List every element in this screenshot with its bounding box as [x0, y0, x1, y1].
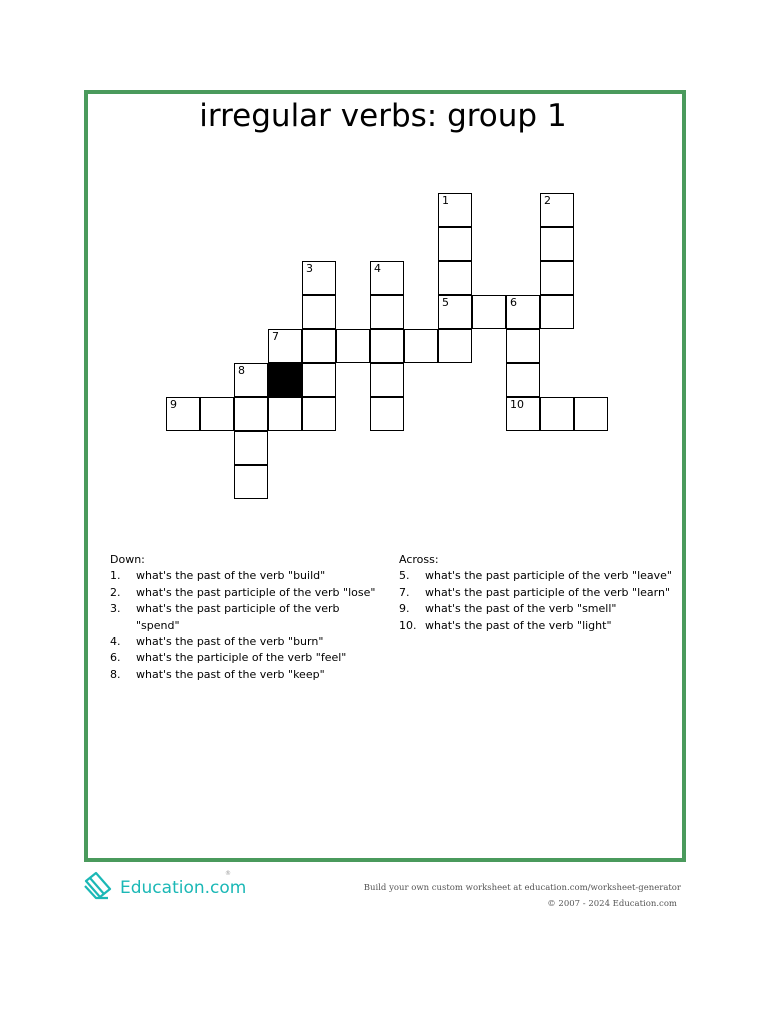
crossword-cell[interactable]	[302, 329, 336, 363]
crossword-cell[interactable]	[540, 261, 574, 295]
crossword-cell[interactable]	[370, 363, 404, 397]
across-heading: Across:	[399, 553, 439, 566]
brand-name: Education.com	[120, 878, 247, 898]
clue-item	[399, 601, 679, 617]
clue-item-number: 7.	[399, 585, 410, 599]
clue-item-number: 4.	[110, 635, 121, 649]
clue-item-number: 1.	[110, 569, 121, 583]
clue-item-number: 6.	[110, 651, 121, 665]
clue-item-number: 3.	[110, 602, 121, 616]
clue-item	[110, 585, 380, 601]
clue-item	[399, 585, 679, 601]
crossword-cell[interactable]	[200, 397, 234, 431]
crossword-cell[interactable]	[438, 329, 472, 363]
crossword-cell[interactable]	[438, 193, 472, 227]
clue-item	[110, 667, 380, 683]
across-clues	[399, 552, 679, 634]
clue-item-text: what's the participle of the verb "feel"	[136, 651, 347, 665]
clue-number: 1	[442, 194, 449, 207]
crossword-cell[interactable]	[302, 397, 336, 431]
crossword-cell[interactable]	[370, 397, 404, 431]
crossword-cell[interactable]	[302, 363, 336, 397]
clue-item	[110, 634, 380, 650]
crossword-cell[interactable]	[438, 261, 472, 295]
education-logo[interactable]	[82, 870, 246, 906]
build-worksheet-link[interactable]: Build your own custom worksheet at education.com/worksheet-generator	[363, 883, 681, 893]
crossword-cell[interactable]	[472, 295, 506, 329]
clue-number: 6	[510, 296, 517, 309]
copyright-text: © 2007 - 2024 Education.com	[547, 899, 677, 909]
clue-number: 4	[374, 262, 381, 275]
crossword-cell[interactable]	[370, 329, 404, 363]
crossword-cell[interactable]	[302, 261, 336, 295]
crossword-cell[interactable]	[506, 295, 540, 329]
crossword-cell[interactable]	[438, 227, 472, 261]
crossword-cell[interactable]	[234, 431, 268, 465]
crossword-cell[interactable]	[404, 329, 438, 363]
crossword-cell[interactable]	[438, 295, 472, 329]
pencil-stack-icon	[82, 869, 116, 907]
crossword-cell[interactable]	[540, 295, 574, 329]
clue-item-number: 8.	[110, 667, 121, 681]
crossword-black-cell	[268, 363, 302, 397]
clue-item-number: 5.	[399, 569, 410, 583]
clue-number: 2	[544, 194, 551, 207]
crossword-cell[interactable]	[336, 329, 370, 363]
crossword-cell[interactable]	[302, 295, 336, 329]
clue-number: 3	[306, 262, 313, 275]
crossword-cell[interactable]	[506, 329, 540, 363]
crossword-cell[interactable]	[268, 329, 302, 363]
crossword-cell[interactable]	[166, 397, 200, 431]
clue-item	[399, 618, 679, 634]
clue-item-text: what's the past of the verb "burn"	[136, 635, 324, 649]
clue-number: 7	[272, 330, 279, 343]
worksheet-title: irregular verbs: group 1	[199, 98, 567, 134]
clue-item	[399, 568, 679, 584]
down-clue-list	[110, 568, 380, 683]
clue-item-text: what's the past participle of the verb "lose"	[136, 585, 376, 599]
crossword-cell[interactable]	[574, 397, 608, 431]
clue-item	[110, 568, 380, 584]
crossword-cell[interactable]	[234, 465, 268, 499]
crossword-cell[interactable]	[234, 363, 268, 397]
clue-item-text: what's the past participle of the verb "spend"	[136, 602, 340, 632]
registered-mark: ®	[225, 870, 231, 877]
down-clues	[110, 552, 380, 683]
crossword-cell[interactable]	[540, 397, 574, 431]
clue-item-text: what's the past participle of the verb "learn"	[425, 585, 671, 599]
clue-item-number: 9.	[399, 602, 410, 616]
clue-item	[110, 601, 380, 634]
clue-item-number: 2.	[110, 585, 121, 599]
crossword-cell[interactable]	[370, 295, 404, 329]
clue-item-text: what's the past of the verb "build"	[136, 569, 326, 583]
clue-item	[110, 650, 380, 666]
crossword-cell[interactable]	[370, 261, 404, 295]
crossword-cell[interactable]	[506, 397, 540, 431]
clue-number: 9	[170, 398, 177, 411]
crossword-cell[interactable]	[234, 397, 268, 431]
clue-number: 8	[238, 364, 245, 377]
clue-number: 5	[442, 296, 449, 309]
clue-item-text: what's the past participle of the verb "leave"	[425, 569, 672, 583]
clue-item-text: what's the past of the verb "light"	[425, 618, 612, 632]
clue-item-text: what's the past of the verb "smell"	[425, 602, 617, 616]
clue-item-number: 10.	[399, 618, 417, 632]
down-heading: Down:	[110, 553, 145, 566]
crossword-cell[interactable]	[506, 363, 540, 397]
crossword-cell[interactable]	[540, 227, 574, 261]
clue-number: 10	[510, 398, 524, 411]
clue-item-text: what's the past of the verb "keep"	[136, 667, 325, 681]
crossword-cell[interactable]	[268, 397, 302, 431]
crossword-cell[interactable]	[540, 193, 574, 227]
across-clue-list	[399, 568, 679, 634]
